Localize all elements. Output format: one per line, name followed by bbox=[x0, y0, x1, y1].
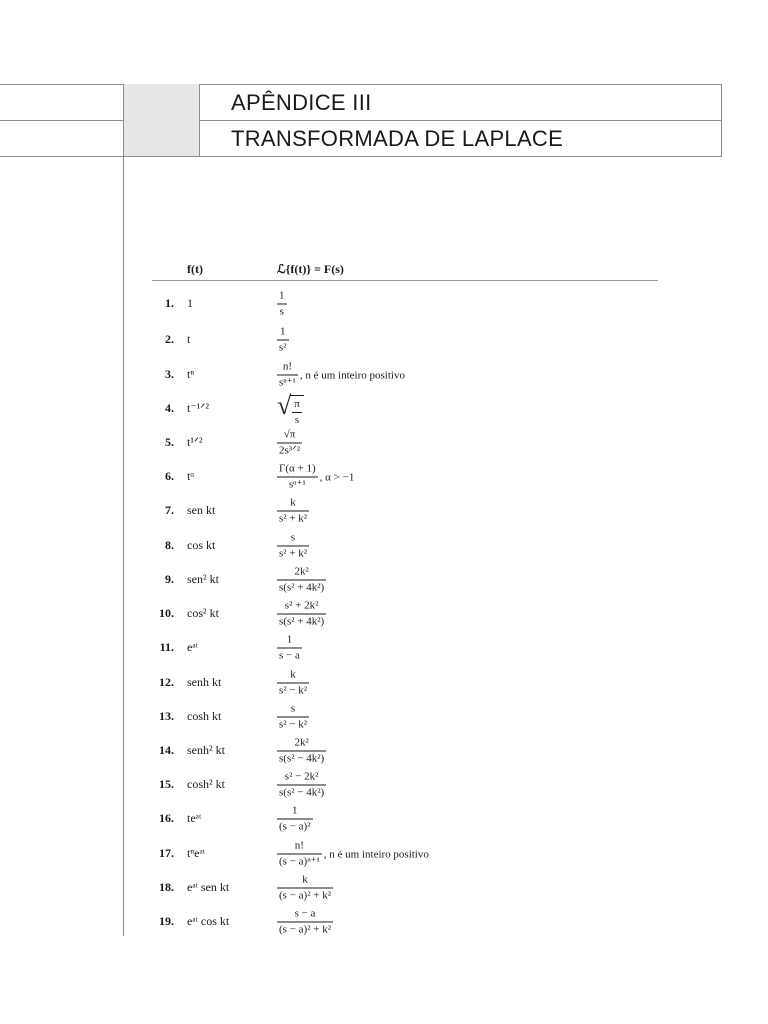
fraction-bar bbox=[277, 717, 309, 718]
function-cell: sen² kt bbox=[187, 572, 219, 586]
function-cell: senh kt bbox=[187, 675, 222, 689]
fraction-bar bbox=[277, 580, 326, 581]
row-number: 3. bbox=[165, 367, 174, 381]
function-cell: tⁿeᵃᵗ bbox=[187, 846, 206, 860]
row-number: 14. bbox=[159, 743, 174, 757]
column-header-f: f(t) bbox=[187, 262, 203, 276]
fraction-bar bbox=[277, 477, 318, 478]
denominator: s(s² − 4k²) bbox=[279, 786, 325, 799]
fraction-bar bbox=[277, 922, 333, 923]
numerator: k bbox=[290, 496, 296, 509]
denominator: (s − a)² + k² bbox=[279, 923, 331, 936]
row-number: 4. bbox=[165, 401, 174, 415]
row-number: 5. bbox=[165, 435, 174, 449]
row-number: 1. bbox=[165, 296, 174, 310]
function-cell: cos kt bbox=[187, 538, 216, 552]
function-cell: cosh² kt bbox=[187, 777, 225, 791]
fraction bbox=[277, 840, 322, 869]
denominator: (s − a)² bbox=[279, 820, 311, 833]
condition-text: , n é um inteiro positivo bbox=[323, 848, 429, 860]
function-cell: cos² kt bbox=[187, 606, 219, 620]
row-number: 13. bbox=[159, 709, 174, 723]
appendix-header bbox=[0, 0, 768, 160]
fraction-bar bbox=[277, 819, 313, 820]
function-cell: t bbox=[187, 332, 191, 346]
fraction-bar bbox=[277, 785, 326, 786]
numerator: 2k² bbox=[294, 736, 309, 749]
fraction bbox=[277, 326, 289, 355]
header-divider bbox=[199, 84, 200, 156]
header-bottom-rule bbox=[0, 156, 722, 157]
numerator: s bbox=[290, 702, 296, 715]
function-cell: senh² kt bbox=[187, 743, 225, 757]
fraction-bar bbox=[277, 614, 326, 615]
row-number: 9. bbox=[165, 572, 174, 586]
fraction bbox=[277, 805, 313, 834]
denominator: s bbox=[279, 305, 284, 318]
fraction-bar bbox=[277, 888, 333, 889]
square-root bbox=[277, 391, 304, 427]
row-number: 17. bbox=[159, 846, 174, 860]
numerator: π bbox=[294, 398, 300, 410]
fraction-bar bbox=[292, 412, 302, 413]
column-header-laplace: ℒ{f(t)} = F(s) bbox=[277, 262, 344, 276]
fraction bbox=[292, 398, 302, 427]
numerator: 1 bbox=[292, 804, 298, 817]
row-number: 11. bbox=[159, 640, 174, 654]
fraction bbox=[277, 566, 326, 595]
fraction-bar bbox=[277, 683, 309, 684]
fraction-bar bbox=[277, 511, 309, 512]
fraction-bar bbox=[277, 751, 326, 752]
row-number: 15. bbox=[159, 777, 174, 791]
function-cell: t¹ᐟ² bbox=[187, 435, 203, 449]
fraction bbox=[277, 361, 298, 390]
denominator: s(s² − 4k²) bbox=[279, 752, 325, 765]
function-cell: eᵃᵗ sen kt bbox=[187, 880, 230, 894]
fraction bbox=[277, 429, 302, 458]
header-middle-rule bbox=[0, 120, 722, 121]
function-cell: sen kt bbox=[187, 503, 216, 517]
denominator: (s − a)ⁿ⁺¹ bbox=[279, 855, 320, 868]
numerator: 1 bbox=[279, 289, 285, 302]
header-gray-box bbox=[124, 84, 199, 156]
denominator: sⁿ⁺¹ bbox=[279, 376, 296, 389]
denominator: s² + k² bbox=[279, 512, 308, 525]
fraction-bar bbox=[277, 648, 302, 649]
function-cell: cosh kt bbox=[187, 709, 222, 723]
numerator: 1 bbox=[280, 325, 286, 338]
numerator: k bbox=[302, 873, 308, 886]
fraction bbox=[277, 290, 287, 319]
row-number: 8. bbox=[165, 538, 174, 552]
denominator: sᵅ⁺¹ bbox=[288, 478, 306, 491]
function-cell: tᵅ bbox=[187, 469, 195, 483]
denominator: (s − a)² + k² bbox=[279, 889, 331, 902]
denominator: s − a bbox=[279, 649, 300, 662]
denominator: s² − k² bbox=[279, 718, 308, 731]
numerator: k bbox=[290, 668, 296, 681]
row-number: 16. bbox=[159, 811, 174, 825]
condition-text: , n é um inteiro positivo bbox=[299, 369, 405, 381]
fraction bbox=[277, 703, 309, 732]
page-margin-line bbox=[123, 84, 124, 936]
function-cell: 1 bbox=[187, 296, 193, 310]
function-cell: tⁿ bbox=[187, 367, 195, 381]
fraction-bar bbox=[277, 854, 322, 855]
row-number: 7. bbox=[165, 503, 174, 517]
function-cell: t⁻¹ᐟ² bbox=[187, 401, 209, 415]
denominator: s bbox=[294, 414, 300, 426]
fraction-bar bbox=[277, 443, 302, 444]
row-number: 12. bbox=[159, 675, 174, 689]
fraction bbox=[277, 463, 318, 492]
row-number: 6. bbox=[165, 469, 174, 483]
numerator: s − a bbox=[294, 907, 316, 920]
denominator: s(s² + 4k²) bbox=[279, 615, 325, 628]
header-right-edge bbox=[721, 84, 722, 156]
appendix-title: APÊNDICE III bbox=[231, 90, 372, 115]
denominator: s² bbox=[279, 341, 287, 354]
numerator: n! bbox=[294, 839, 304, 852]
numerator: √π bbox=[283, 428, 296, 441]
fraction-bar bbox=[277, 375, 298, 376]
appendix-subtitle: TRANSFORMADA DE LAPLACE bbox=[231, 126, 564, 151]
fraction bbox=[277, 874, 333, 903]
function-cell: eᵃᵗ cos kt bbox=[187, 914, 230, 928]
fraction-bar bbox=[277, 304, 287, 305]
row-number: 18. bbox=[159, 880, 174, 894]
function-cell: eᵃᵗ bbox=[187, 640, 198, 654]
fraction bbox=[277, 771, 326, 800]
denominator: 2s³ᐟ² bbox=[279, 444, 301, 457]
fraction bbox=[277, 600, 326, 629]
fraction bbox=[277, 737, 326, 766]
row-number: 2. bbox=[165, 332, 174, 346]
numerator: Γ(α + 1) bbox=[279, 462, 316, 475]
radical-sign-icon: √ bbox=[277, 391, 292, 420]
fraction-bar bbox=[277, 340, 289, 341]
numerator: s² − 2k² bbox=[284, 770, 319, 783]
denominator: s² + k² bbox=[279, 547, 308, 560]
function-cell: teᵃᵗ bbox=[187, 811, 202, 825]
row-number: 10. bbox=[159, 606, 174, 620]
header-top-rule bbox=[0, 84, 722, 85]
denominator: s² − k² bbox=[279, 684, 308, 697]
numerator: 2k² bbox=[294, 565, 309, 578]
numerator: n! bbox=[282, 360, 293, 373]
numerator: s² + 2k² bbox=[284, 599, 319, 612]
fraction-bar bbox=[277, 546, 309, 547]
condition-text: , α > −1 bbox=[319, 471, 355, 483]
numerator: s bbox=[290, 531, 296, 544]
table-header-rule bbox=[152, 280, 658, 281]
fraction bbox=[277, 497, 309, 526]
fraction bbox=[277, 908, 333, 937]
fraction bbox=[277, 669, 309, 698]
fraction bbox=[277, 634, 302, 663]
denominator: s(s² + 4k²) bbox=[279, 581, 325, 594]
fraction bbox=[277, 532, 309, 561]
row-number: 19. bbox=[159, 914, 174, 928]
numerator: 1 bbox=[286, 633, 293, 646]
